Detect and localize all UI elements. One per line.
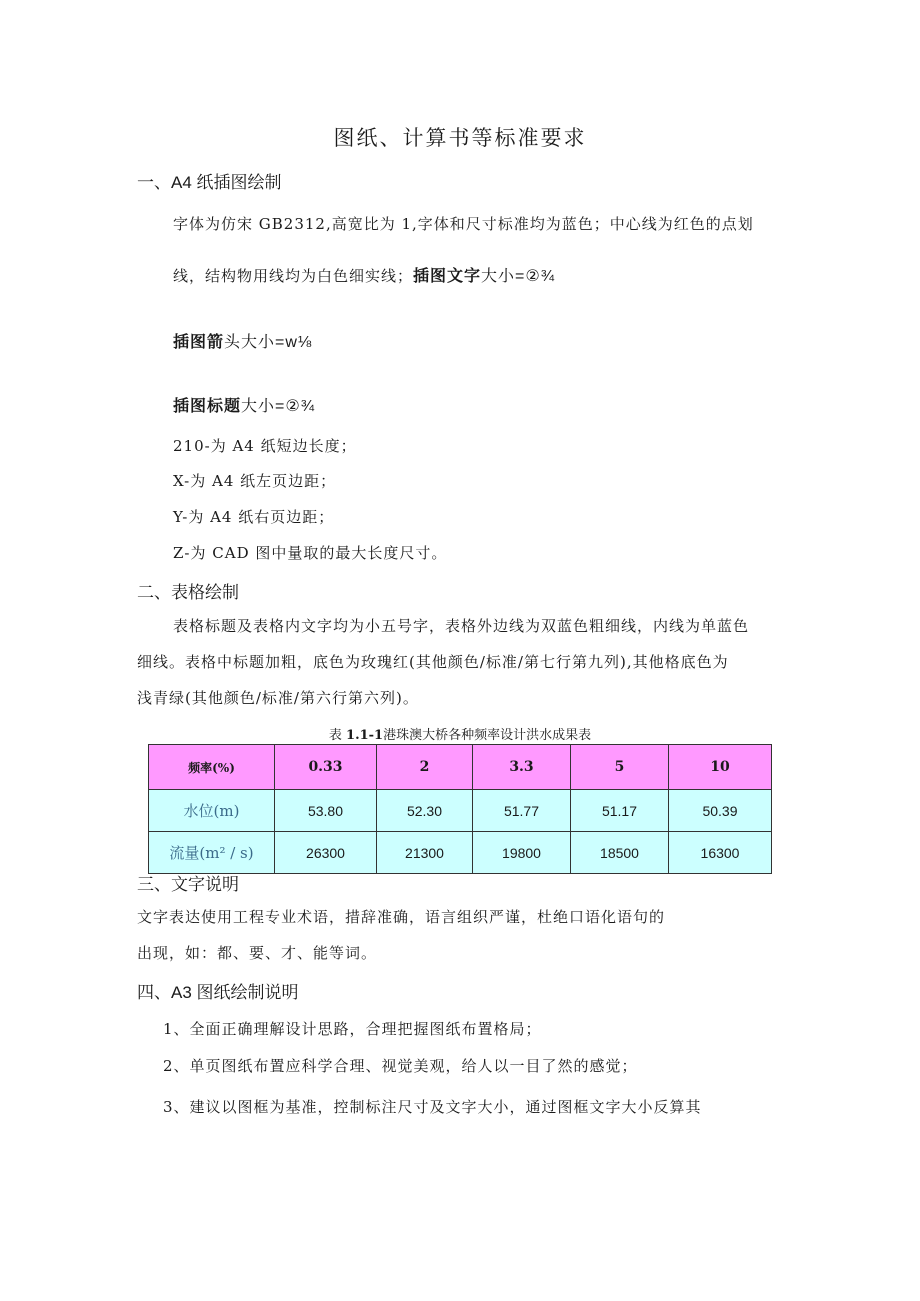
table-rule-line-1: 表格标题及表格内文字均为小五号字，表格外边线为双蓝色粗细线，内线为单蓝色 [173,617,750,635]
a3-item-2: 2、单页图纸布置应科学合理、视觉美观，给人以一目了然的感觉； [163,1057,638,1075]
text-rule-line-2: 出现，如：都、要、才、能等词。 [137,944,378,962]
table-cell: 26300 [275,832,377,874]
figure-text-label: 插图文字 [413,268,482,285]
table-rule-line-2: 细线。表格中标题加粗，底色为玫瑰红(其他颜色/标准/第七行第九列),其他格底色为 [137,653,729,671]
header-cell: 0.33 [275,745,377,790]
section-heading-table: 二、表格绘制 [137,583,239,602]
table-cell: 16300 [669,832,772,874]
section-heading-a4: 一、A4 纸插图绘制 [137,173,282,192]
section-heading-text: 三、文字说明 [137,875,239,894]
flow-rate-label: 流量(m² / s) [149,832,275,874]
page-title: 图纸、计算书等标准要求 [333,126,587,150]
arrow-size-line [173,329,312,352]
text-rule-line-1: 文字表达使用工程专业术语，措辞准确，语言组织严谨，杜绝口语化语句的 [137,908,666,926]
definition-210: 210-为 A4 纸短边长度； [173,437,357,455]
arrow-label: 插图箭 [173,334,225,351]
definition-y: Y-为 A4 纸右页边距； [173,508,335,526]
frequency-header: 频率(%) [149,745,275,790]
figure-text-size: 大小=②¾ [481,268,556,285]
definition-z: Z-为 CAD 图中量取的最大长度尺寸。 [173,544,448,562]
table-cell: 19800 [473,832,571,874]
font-spec-paragraph: 字体为仿宋 GB2312,高宽比为 1,字体和尺寸标准均为蓝色；中心线为红色的点划 [173,215,754,233]
arrow-size: 头大小=w⅛ [224,334,313,351]
table-caption-prefix: 表 [328,728,347,743]
table-cell: 50.39 [669,790,772,832]
table-caption [0,724,920,743]
table-cell: 51.17 [571,790,669,832]
water-level-label: 水位(m) [149,790,275,832]
line-spec-prefix: 线，结构物用线均为白色细实线； [173,267,414,285]
header-cell: 5 [571,745,669,790]
table-row [149,832,772,874]
table-cell: 53.80 [275,790,377,832]
caption-label: 插图标题 [173,398,242,415]
header-cell: 10 [669,745,772,790]
section-heading-a3: 四、A3 图纸绘制说明 [137,983,299,1002]
definition-x: X-为 A4 纸左页边距； [173,472,337,490]
table-cell: 52.30 [377,790,473,832]
table-rule-line-3: 浅青绿(其他颜色/标准/第六行第六列)。 [137,689,419,707]
table-caption-text: 港珠澳大桥各种频率设计洪水成果表 [383,728,592,743]
caption-size-line [173,393,315,416]
a3-item-1: 1、全面正确理解设计思路，合理把握图纸布置格局； [163,1020,542,1038]
caption-size: 大小=②¾ [241,398,316,415]
a3-item-3: 3、建议以图框为基准，控制标注尺寸及文字大小，通过图框文字大小反算其 [163,1098,702,1116]
header-cell: 3.3 [473,745,571,790]
table-header-row [149,745,772,790]
line-spec-paragraph [173,263,555,286]
table-row [149,790,772,832]
table-cell: 21300 [377,832,473,874]
table-cell: 18500 [571,832,669,874]
table-cell: 51.77 [473,790,571,832]
header-cell: 2 [377,745,473,790]
table-caption-number: 1.1-1 [346,728,384,743]
flood-results-table [148,744,772,874]
